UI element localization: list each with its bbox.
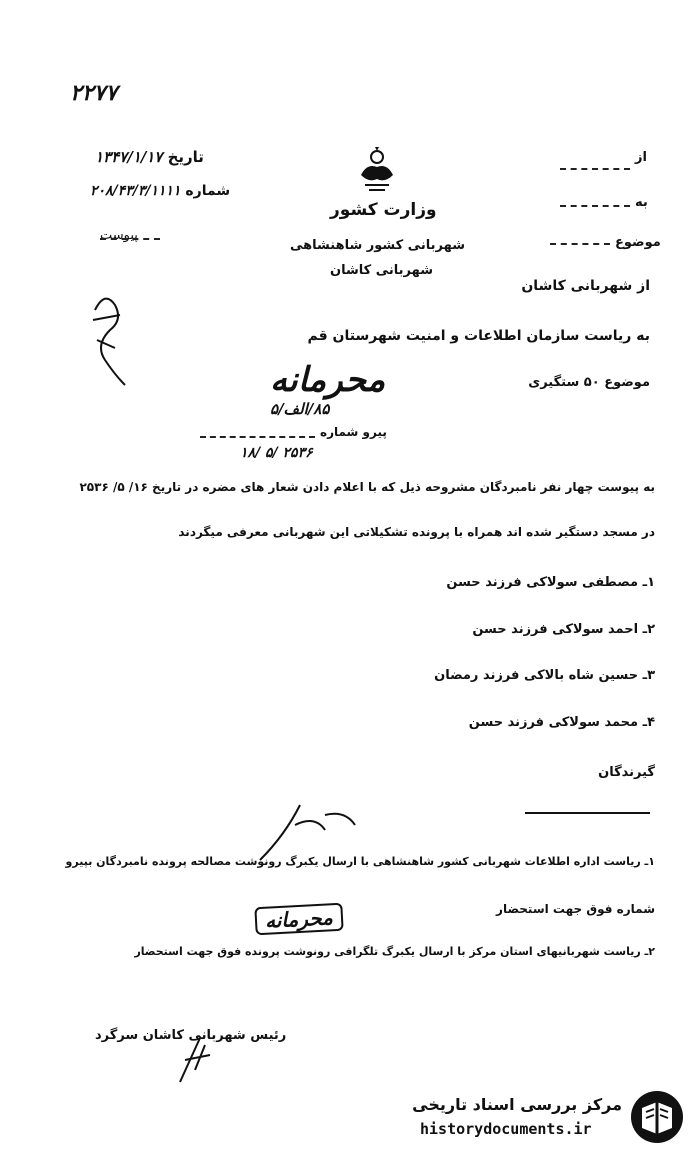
subject-line: موضوع ۵۰ ستگیری (528, 375, 650, 390)
list-item: ۴ـ محمد سولاکی فرزند حسن (468, 715, 655, 730)
margin-note-scribble-icon (85, 270, 130, 390)
police-title: شهربانی کشور شاهنشاهی (290, 238, 465, 253)
reference-line (200, 436, 315, 438)
archive-center-logo-icon (630, 1090, 684, 1144)
list-item: ۱ـ مصطفی سولاکی فرزند حسن (446, 575, 655, 590)
ministry-title: وزارت کشور (330, 200, 437, 220)
right-label-subject: موضوع (615, 235, 661, 250)
copy-recipients-label: گیرندگان (598, 765, 655, 780)
signature-scribble-icon (175, 1030, 215, 1085)
copy-1-continuation: شماره فوق جهت استحضار (496, 902, 655, 916)
watermark-site: historydocuments.ir (420, 1120, 592, 1138)
date-field: تاریخ ۱۳۴۷/۱/۱۷ (95, 148, 204, 166)
confidential-stamp: محرمانه (254, 903, 343, 936)
body-paragraph-2: در مسجد دستگیر شده اند همراه با پرونده تشکیلاتی این شهربانی معرفی میگردند (178, 525, 655, 539)
list-item: ۲ـ احمد سولاکی فرزند حسن (472, 622, 655, 637)
copy-1: ۱ـ ریاست اداره اطلاعات شهربانی کشور شاهنشاهی با ارسال یکبرگ رونوشت مصالحه پرونده نامبردگان بپیرو (65, 855, 655, 868)
watermark-title: مرکز بررسی اسناد تاریخی (412, 1095, 622, 1114)
right-line-2 (560, 205, 630, 207)
reference-date: ۱۸/ ۵/ ۲۵۳۶ (240, 445, 313, 461)
right-line-1 (560, 168, 630, 170)
right-label-to: به (635, 195, 648, 210)
reference-number: ۸۵/الف/۵ (270, 400, 330, 418)
attachment-field: پیوست (100, 228, 138, 243)
right-line-3 (550, 243, 610, 245)
lion-and-sun-emblem-icon (355, 145, 400, 195)
right-label-from: از (635, 150, 647, 165)
corner-number: ۲۲۷۷ (70, 80, 118, 106)
to-line: به ریاست سازمان اطلاعات و امنیت شهرستان قم (307, 328, 650, 344)
from-line: از شهربانی کاشان (521, 278, 650, 294)
attachment-line (100, 238, 160, 240)
number-field: شماره ۲۰۸/۴۳/۳/۱۱۱۱ (90, 183, 231, 199)
city-police-title: شهربانی کاشان (330, 263, 433, 278)
reference-label: پیرو شماره (320, 425, 387, 439)
list-item: ۳ـ حسین شاه بالاکی فرزند رمضان (434, 668, 655, 683)
signature-line: رئیس شهربانی کاشان سرگرد (95, 1028, 287, 1043)
classification-handwritten: محرمانه (270, 360, 386, 400)
body-paragraph-1: به پیوست چهار نفر نامبردگان مشروحه ذیل که با اعلام دادن شعار های مضره در تاریخ ۱۶/ ۵/ ۲۵۳۶ (79, 480, 655, 494)
copy-2: ۲ـ ریاست شهربانیهای استان مرکز با ارسال یکبرگ تلگرافی رونوشت پرونده فوق جهت استحضار (134, 945, 655, 958)
separator-line (525, 812, 650, 814)
